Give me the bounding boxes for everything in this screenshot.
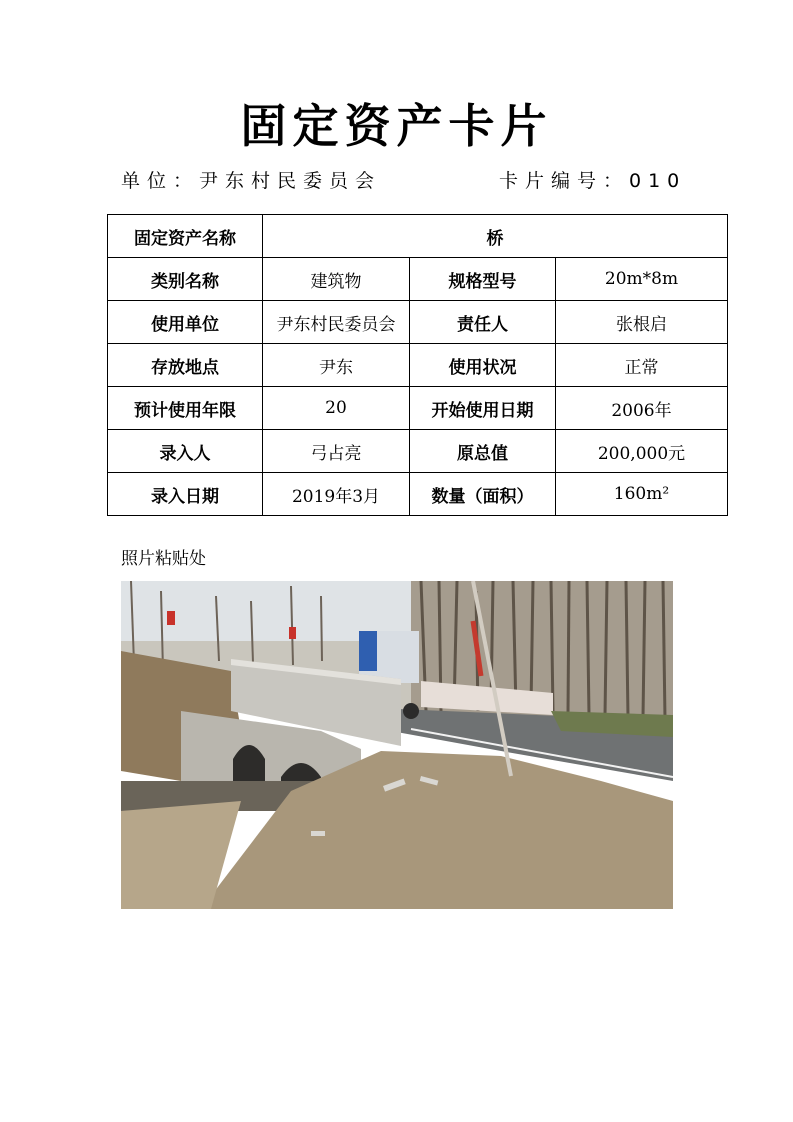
table-cell-value: 200,000元 bbox=[556, 430, 728, 473]
photo-label: 照片粘贴处 bbox=[121, 549, 206, 569]
table-cell-label: 数量（面积） bbox=[410, 473, 556, 516]
table-row bbox=[108, 430, 728, 473]
table-cell-label: 使用单位 bbox=[108, 301, 263, 344]
table-cell-value: 2006年 bbox=[556, 387, 728, 430]
bridge-photo bbox=[121, 581, 673, 909]
card-number-label: 卡片编号：010 bbox=[499, 170, 687, 192]
page-title: 固定资产卡片 bbox=[240, 99, 553, 153]
table-cell-value: 正常 bbox=[556, 344, 728, 387]
table-cell-value: 20m*8m bbox=[556, 258, 728, 301]
table-cell-label: 责任人 bbox=[410, 301, 556, 344]
table-row bbox=[108, 258, 728, 301]
table-cell-label: 规格型号 bbox=[410, 258, 556, 301]
table-cell-value: 弓占亮 bbox=[263, 430, 410, 473]
table-cell-label: 录入人 bbox=[108, 430, 263, 473]
table-cell-value: 尹东 bbox=[263, 344, 410, 387]
table-cell-label: 开始使用日期 bbox=[410, 387, 556, 430]
table-row bbox=[108, 344, 728, 387]
table-cell-value: 20 bbox=[263, 387, 410, 430]
table-cell-value: 2019年3月 bbox=[263, 473, 410, 516]
asset-name-label: 固定资产名称 bbox=[108, 215, 263, 258]
table-row bbox=[108, 387, 728, 430]
table-cell-label: 原总值 bbox=[410, 430, 556, 473]
table-row bbox=[108, 215, 728, 258]
table-row bbox=[108, 473, 728, 516]
table-cell-value: 张根启 bbox=[556, 301, 728, 344]
table-cell-value: 建筑物 bbox=[263, 258, 410, 301]
table-cell-value: 尹东村民委员会 bbox=[263, 301, 410, 344]
table-cell-label: 使用状况 bbox=[410, 344, 556, 387]
asset-name-value: 桥 bbox=[263, 215, 728, 258]
table-row bbox=[108, 301, 728, 344]
table-cell-label: 预计使用年限 bbox=[108, 387, 263, 430]
table-cell-label: 录入日期 bbox=[108, 473, 263, 516]
table-cell-value: 160m² bbox=[556, 473, 728, 516]
unit-label: 单位：尹东村民委员会 bbox=[121, 170, 382, 192]
table-cell-label: 类别名称 bbox=[108, 258, 263, 301]
asset-card-table bbox=[107, 214, 728, 516]
table-cell-label: 存放地点 bbox=[108, 344, 263, 387]
